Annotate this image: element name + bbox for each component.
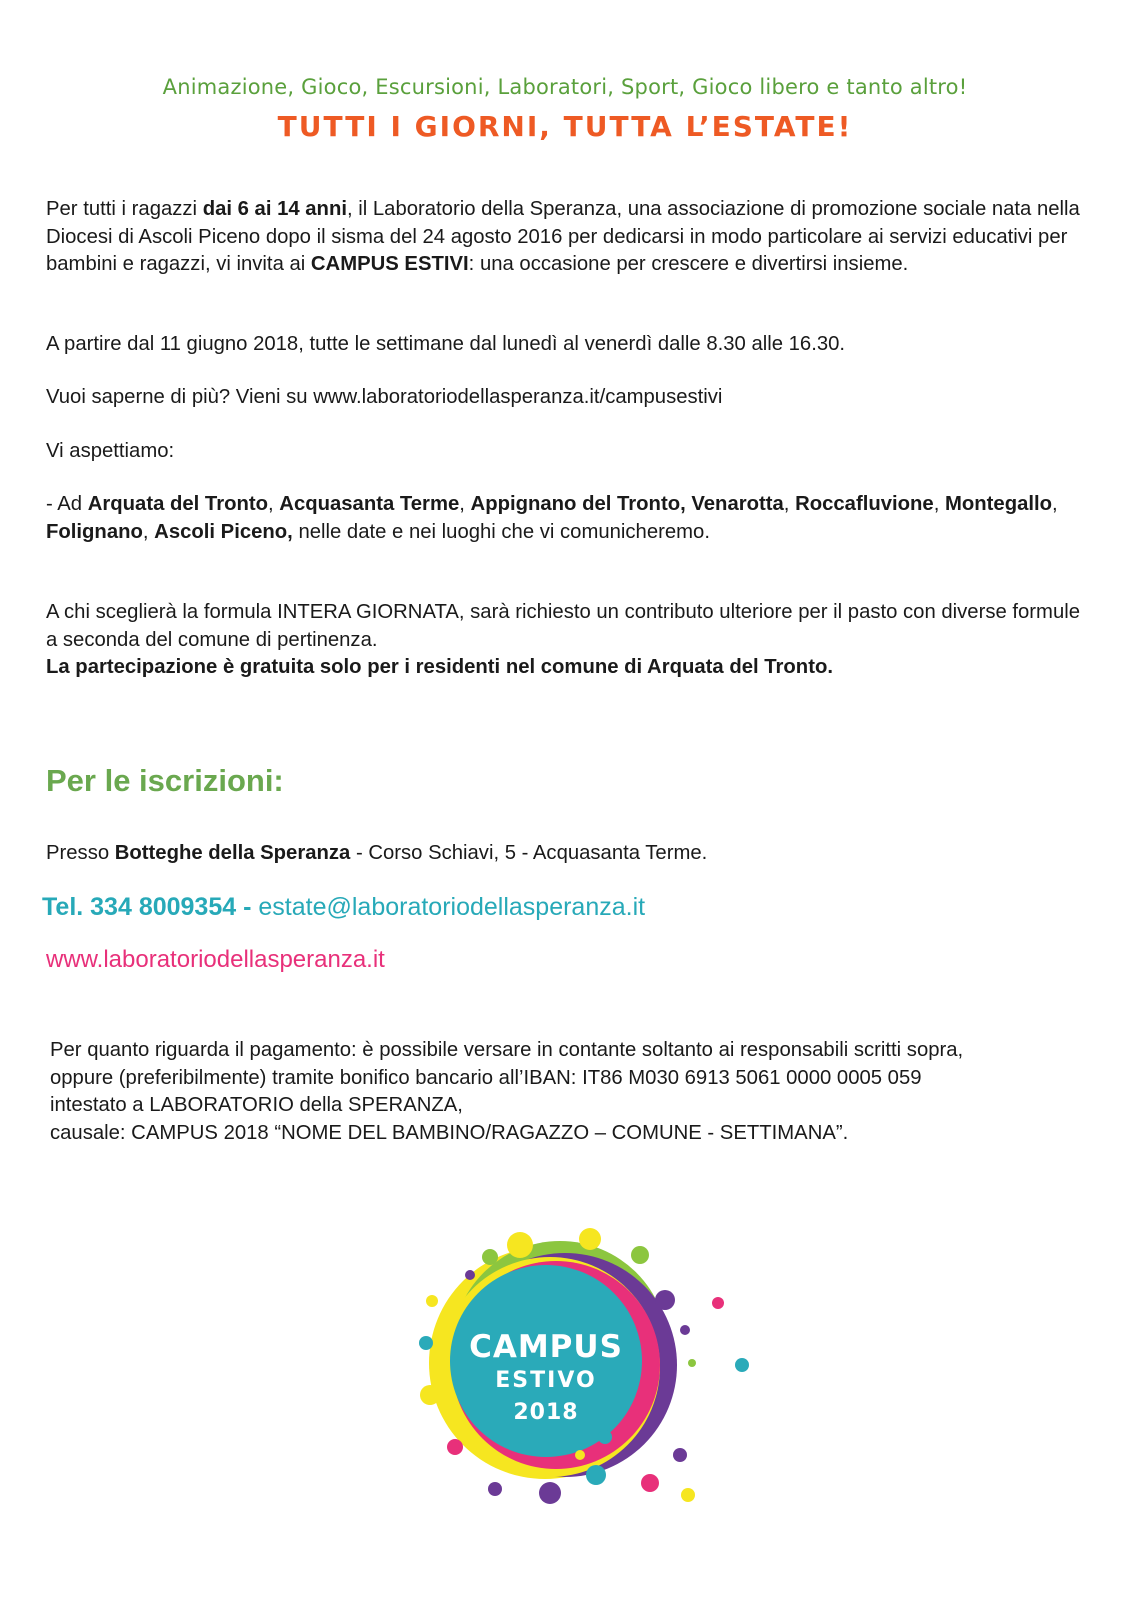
- intro-paragraph: [46, 196, 1096, 279]
- logo-dot: [426, 1295, 438, 1307]
- logo-word-estivo: ESTIVO: [495, 1368, 597, 1393]
- logo-dot: [465, 1270, 475, 1280]
- logo-dot: [447, 1439, 463, 1455]
- registration-title: Per le iscrizioni:: [46, 763, 284, 798]
- logo-dot: [575, 1450, 585, 1460]
- payment-line-3: intestato a LABORATORIO della SPERANZA,: [50, 1094, 463, 1116]
- location-ascoli: Ascoli Piceno,: [154, 520, 293, 543]
- campus-name: CAMPUS ESTIVI: [310, 253, 469, 275]
- logo-dot: [539, 1482, 561, 1504]
- payment-line-4: causale: CAMPUS 2018 “NOME DEL BAMBINO/RAGAZZO – COMUNE - SETTIMANA”.: [50, 1121, 849, 1144]
- logo-dot: [631, 1246, 649, 1264]
- logo-dot: [688, 1359, 696, 1367]
- location-roccafluvione: Roccafluvione: [795, 493, 934, 515]
- logo-dot: [735, 1358, 749, 1372]
- logo-dot: [655, 1290, 675, 1310]
- website-link[interactable]: www.laboratoriodellasperanza.it: [46, 946, 385, 973]
- meal-paragraph: [46, 599, 1096, 682]
- intro-text-3: : una occasione per crescere e divertirsi insieme.: [468, 253, 909, 275]
- location-montegallo: Montegallo: [944, 493, 1053, 515]
- logo-dot: [681, 1488, 695, 1502]
- logo-dot: [488, 1482, 502, 1496]
- logo-dot: [579, 1228, 601, 1250]
- welcome-text: Vi aspettiamo:: [46, 440, 175, 462]
- tagline: Animazione, Gioco, Escursioni, Laboratori, Sport, Gioco libero e tanto altro!: [162, 75, 968, 99]
- logo-year: 2018: [513, 1400, 579, 1425]
- meal-text: A chi sceglierà la formula INTERA GIORNATA, sarà richiesto un contributo ulteriore per il pasto con diverse formule a seconda del comune di pertinenza.: [46, 601, 1081, 651]
- logo-dot: [598, 1430, 612, 1444]
- logo-word-campus: CAMPUS: [469, 1329, 623, 1365]
- location-folignano: Folignano: [46, 520, 143, 543]
- payment-line-2: oppure (preferibilmente) tramite bonifico bancario all’IBAN: IT86 M030 6913 5061 0000 0005 059: [50, 1066, 922, 1089]
- email-link[interactable]: estate@laboratoriodellasperanza.it: [258, 893, 646, 921]
- logo-dot: [586, 1465, 606, 1485]
- intro-text-1: Per tutti i ragazzi: [46, 198, 203, 220]
- address-text: - Corso Schiavi, 5 - Acquasanta Terme.: [350, 842, 708, 864]
- headline: TUTTI I GIORNI, TUTTA L’ESTATE!: [277, 110, 853, 143]
- locations-paragraph: - Ad Arquata del Tronto, Acquasanta Terme, Appignano del Tronto, Venarotta, Roccafluvione, Montegallo, Folignano, Ascoli Piceno, nelle date e nei luoghi che vi comunicheremo.: [46, 493, 1058, 543]
- intro-text-2: , il Laboratorio della Speranza, una associazione di promozione sociale nata nella Diocesi di Ascoli Piceno dopo il sisma del 24 agosto 2016 per dedicarsi in modo particolare ai servizi educativi per bambini e ragazzi, vi invita ai: [46, 198, 1080, 275]
- more-info-text: Vuoi saperne di più? Vieni su www.laboratoriodellasperanza.it/campusestivi: [46, 386, 723, 408]
- registration-place: Botteghe della Speranza: [114, 842, 351, 864]
- schedule-text: A partire dal 11 giugno 2018, tutte le settimane dal lunedì al venerdì dalle 8.30 alle 16.30.: [46, 333, 846, 355]
- campus-estivo-logo: [400, 1215, 780, 1515]
- location-appignano-venarotta: Appignano del Tronto, Venarotta: [470, 493, 784, 515]
- location-acquasanta: Acquasanta Terme: [279, 493, 460, 515]
- age-range: dai 6 ai 14 anni: [202, 198, 347, 220]
- phone-number[interactable]: Tel. 334 8009354 -: [42, 893, 252, 921]
- logo-dot: [680, 1325, 690, 1335]
- registration-address: [46, 840, 1096, 868]
- logo-dot: [641, 1474, 659, 1492]
- payment-line-1: Per quanto riguarda il pagamento: è possibile versare in contante soltanto ai responsabili scritti sopra,: [50, 1039, 964, 1061]
- contact-line: [42, 893, 645, 922]
- free-participation-note: La partecipazione è gratuita solo per i residenti nel comune di Arquata del Tronto.: [46, 656, 833, 678]
- logo-dot: [673, 1448, 687, 1462]
- locations-prefix: - Ad: [46, 493, 88, 515]
- logo-dot: [712, 1297, 724, 1309]
- presso-text: Presso: [46, 842, 115, 864]
- location-arquata: Arquata del Tronto: [87, 493, 269, 515]
- locations-suffix: nelle date e nei luoghi che vi comunicheremo.: [292, 520, 710, 543]
- payment-info: [50, 1037, 1110, 1147]
- logo-dot: [507, 1232, 533, 1258]
- logo-dot: [420, 1385, 440, 1405]
- logo-dot: [419, 1336, 433, 1350]
- logo-dot: [482, 1249, 498, 1265]
